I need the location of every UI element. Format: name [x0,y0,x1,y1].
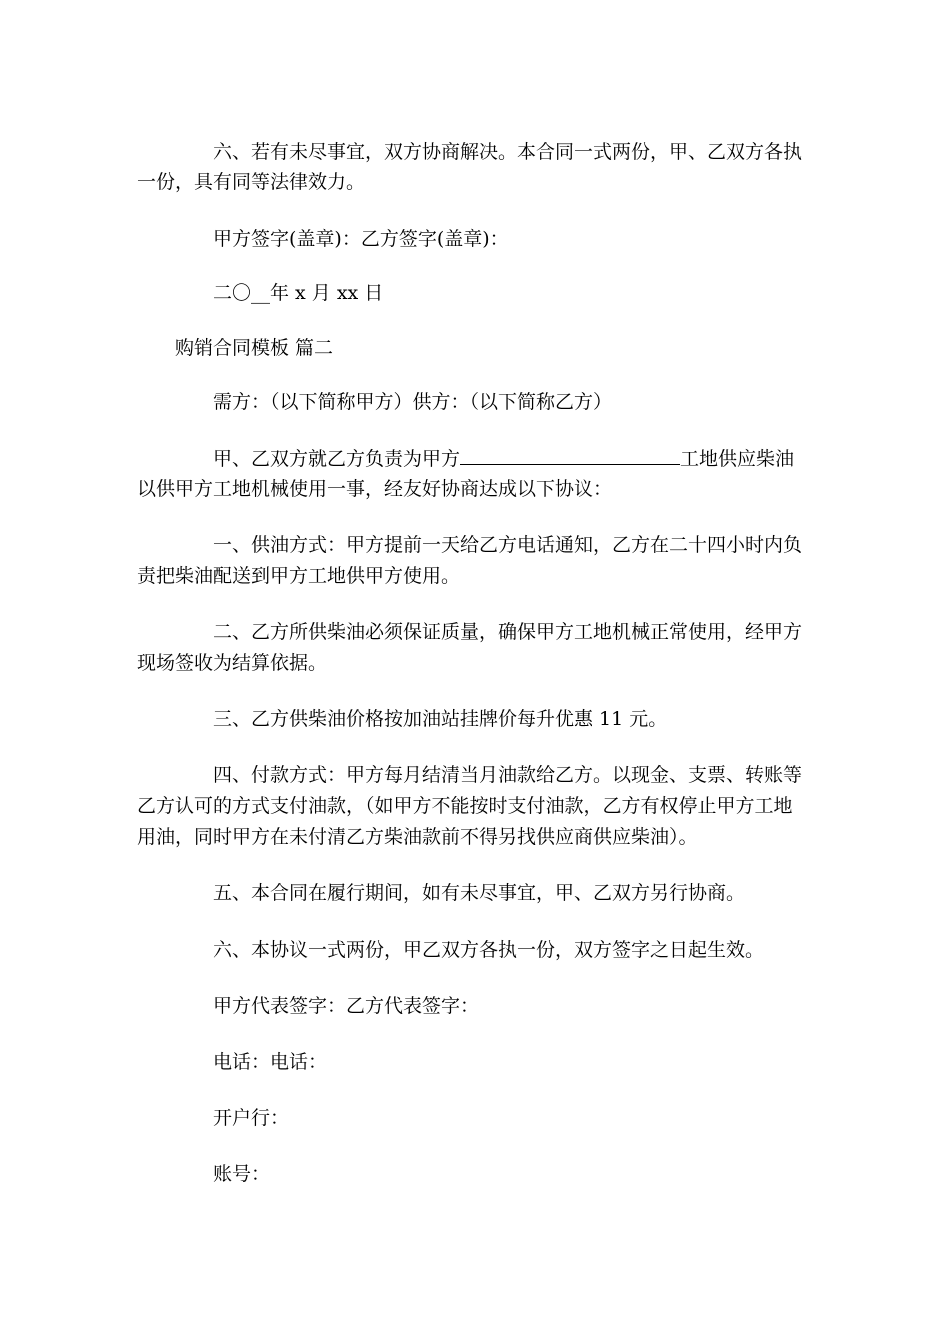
clause-3-line-1: 三、乙方供柴油价格按加油站挂牌价每升优惠 11 元。 [213,708,668,730]
clause-6-line-1: 六、本协议一式两份，甲乙双方各执一份，双方签字之日起生效。 [213,939,765,961]
parties-line: 需方：（以下简称甲方）供方：（以下简称乙方） [213,391,613,413]
date-line: 二〇__年 x 月 xx 日 [213,282,384,304]
intro-line-2: 以供甲方工地机械使用一事，经友好协商达成以下协议： [137,478,613,500]
clause-4-line-3: 用油，同时甲方在未付清乙方柴油款前不得另找供应商供应柴油）。 [137,826,698,848]
representative-signature-line: 甲方代表签字：乙方代表签字： [213,995,480,1017]
bank-line: 开户行： [213,1107,290,1129]
clause-4-line-2: 乙方认可的方式支付油款，（如甲方不能按时支付油款，乙方有权停止甲方工地 [137,795,793,817]
clause-2-line-1: 二、乙方所供柴油必须保证质量，确保甲方工地机械正常使用，经甲方 [213,621,803,643]
clause-4-line-1: 四、付款方式：甲方每月结清当月油款给乙方。以现金、支票、转账等 [213,764,803,786]
phone-line: 电话：电话： [213,1051,328,1073]
account-line: 账号： [213,1163,271,1185]
clause-6-first-line-2: 一份，具有同等法律效力。 [137,171,366,193]
section-title: 购销合同模板 篇二 [175,337,334,359]
intro-suffix: 工地供应柴油 [680,448,795,470]
clause-1-line-2: 责把柴油配送到甲方工地供甲方使用。 [137,565,461,587]
signature-seal-line: 甲方签字(盖章)：乙方签字(盖章)： [213,228,509,250]
clause-5-line-1: 五、本合同在履行期间，如有未尽事宜，甲、乙双方另行协商。 [213,882,746,904]
site-name-blank [460,446,680,465]
intro-prefix: 甲、乙双方就乙方负责为甲方 [213,448,461,470]
clause-1-line-1: 一、供油方式：甲方提前一天给乙方电话通知，乙方在二十四小时内负 [213,534,803,556]
intro-line-1 [213,446,794,471]
clause-6-first-line-1: 六、若有未尽事宜，双方协商解决。本合同一式两份，甲、乙双方各执 [213,141,803,163]
clause-2-line-2: 现场签收为结算依据。 [137,652,328,674]
